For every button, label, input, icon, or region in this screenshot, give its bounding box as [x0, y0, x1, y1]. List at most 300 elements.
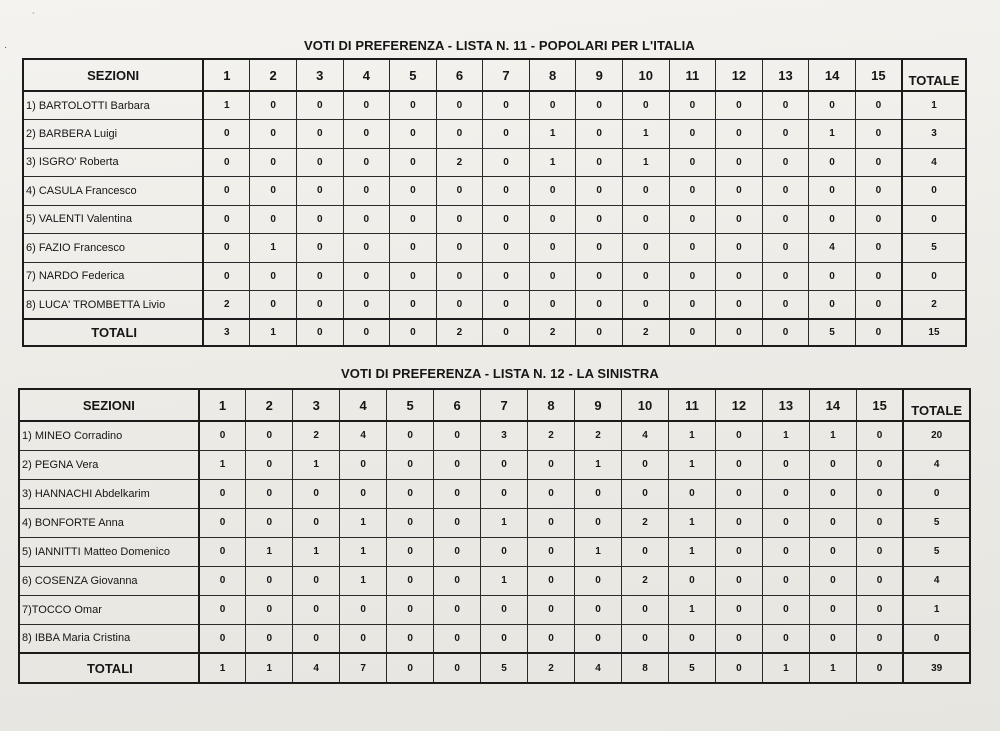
vote-cell: 0 — [528, 479, 575, 508]
header-row — [23, 59, 966, 91]
vote-cell: 0 — [436, 234, 483, 263]
header-section-number: 10 — [622, 59, 669, 91]
vote-cell: 0 — [762, 120, 809, 149]
vote-cell: 0 — [390, 148, 437, 177]
vote-cell: 1 — [246, 537, 293, 566]
vote-cell: 0 — [762, 177, 809, 206]
vote-cell: 0 — [483, 205, 530, 234]
vote-cell: 0 — [809, 566, 856, 595]
vote-cell: 0 — [483, 120, 530, 149]
vote-cell: 0 — [343, 148, 390, 177]
vote-cell: 0 — [762, 291, 809, 320]
vote-cell: 0 — [481, 479, 528, 508]
table-row — [19, 508, 970, 537]
header-section-number: 3 — [293, 389, 340, 421]
vote-cell: 0 — [387, 566, 434, 595]
vote-cell: 0 — [669, 120, 716, 149]
vote-cell: 0 — [762, 234, 809, 263]
vote-cell: 0 — [250, 120, 297, 149]
vote-cell: 0 — [762, 537, 809, 566]
candidate-total: 5 — [902, 234, 966, 263]
header-section-number: 10 — [622, 389, 669, 421]
totals-row — [23, 319, 966, 346]
vote-cell: 0 — [436, 291, 483, 320]
header-sezioni: SEZIONI — [23, 59, 203, 91]
vote-cell: 0 — [809, 624, 856, 653]
section-total: 0 — [390, 319, 437, 346]
vote-cell: 0 — [387, 479, 434, 508]
vote-cell: 0 — [203, 262, 250, 291]
vote-cell: 1 — [481, 508, 528, 537]
vote-cell: 1 — [668, 450, 715, 479]
section-total: 2 — [622, 319, 669, 346]
vote-cell: 1 — [809, 421, 856, 450]
table-title: VOTI DI PREFERENZA - LISTA N. 11 - POPOLARI PER L'ITALIA — [304, 38, 695, 53]
vote-cell: 0 — [529, 234, 576, 263]
vote-cell: 0 — [343, 234, 390, 263]
candidate-total: 5 — [903, 537, 970, 566]
candidate-name: 6) COSENZA Giovanna — [19, 566, 199, 595]
section-total: 2 — [528, 653, 575, 683]
vote-cell: 0 — [856, 450, 903, 479]
vote-cell: 0 — [387, 421, 434, 450]
section-total: 0 — [856, 653, 903, 683]
section-total: 2 — [529, 319, 576, 346]
vote-cell: 0 — [669, 262, 716, 291]
candidate-name: 2) BARBERA Luigi — [23, 120, 203, 149]
vote-cell: 0 — [483, 177, 530, 206]
table-row — [19, 566, 970, 595]
vote-cell: 0 — [434, 421, 481, 450]
table-row — [23, 205, 966, 234]
vote-cell: 0 — [576, 205, 623, 234]
vote-cell: 0 — [622, 291, 669, 320]
vote-cell: 0 — [343, 177, 390, 206]
candidate-total: 4 — [903, 450, 970, 479]
vote-cell: 0 — [856, 566, 903, 595]
vote-cell: 0 — [715, 566, 762, 595]
header-totale: TOTALE — [903, 389, 970, 421]
vote-cell: 0 — [483, 91, 530, 120]
candidate-name: 7)TOCCO Omar — [19, 595, 199, 624]
vote-cell: 0 — [622, 177, 669, 206]
vote-cell: 0 — [855, 205, 902, 234]
vote-cell: 0 — [296, 91, 343, 120]
vote-cell: 0 — [387, 624, 434, 653]
vote-cell: 0 — [716, 234, 763, 263]
vote-cell: 0 — [481, 537, 528, 566]
vote-cell: 0 — [529, 262, 576, 291]
totals-row — [19, 653, 970, 683]
vote-cell: 0 — [762, 595, 809, 624]
vote-cell: 0 — [809, 537, 856, 566]
candidate-name: 1) BARTOLOTTI Barbara — [23, 91, 203, 120]
vote-cell: 0 — [855, 91, 902, 120]
vote-cell: 0 — [199, 624, 246, 653]
candidate-total: 0 — [903, 479, 970, 508]
vote-cell: 0 — [576, 291, 623, 320]
vote-cell: 0 — [622, 262, 669, 291]
candidate-total: 0 — [902, 177, 966, 206]
vote-cell: 0 — [856, 624, 903, 653]
header-totale: TOTALE — [902, 59, 966, 91]
vote-cell: 0 — [293, 595, 340, 624]
header-section-number: 13 — [762, 389, 809, 421]
vote-cell: 0 — [716, 205, 763, 234]
vote-cell: 0 — [576, 177, 623, 206]
vote-cell: 0 — [340, 450, 387, 479]
section-total: 0 — [855, 319, 902, 346]
candidate-total: 0 — [902, 262, 966, 291]
vote-cell: 0 — [343, 291, 390, 320]
vote-cell: 1 — [340, 508, 387, 537]
vote-cell: 0 — [622, 624, 669, 653]
candidate-name: 3) HANNACHI Abdelkarim — [19, 479, 199, 508]
section-total: 5 — [481, 653, 528, 683]
header-section-number: 1 — [199, 389, 246, 421]
vote-cell: 2 — [436, 148, 483, 177]
candidate-name: 3) ISGRO' Roberta — [23, 148, 203, 177]
vote-cell: 0 — [528, 595, 575, 624]
table-row — [19, 421, 970, 450]
vote-cell: 0 — [203, 148, 250, 177]
vote-cell: 1 — [340, 537, 387, 566]
vote-cell: 0 — [715, 595, 762, 624]
vote-cell: 0 — [293, 566, 340, 595]
vote-cell: 0 — [809, 450, 856, 479]
vote-cell: 0 — [576, 148, 623, 177]
vote-cell: 0 — [855, 177, 902, 206]
vote-cell: 0 — [340, 595, 387, 624]
vote-cell: 4 — [340, 421, 387, 450]
header-section-number: 2 — [250, 59, 297, 91]
candidate-total: 0 — [902, 205, 966, 234]
candidate-total: 5 — [903, 508, 970, 537]
vote-cell: 1 — [575, 450, 622, 479]
vote-cell: 0 — [434, 450, 481, 479]
section-total: 1 — [809, 653, 856, 683]
vote-cell: 0 — [529, 177, 576, 206]
totals-label: TOTALI — [19, 653, 199, 683]
vote-cell: 0 — [387, 537, 434, 566]
table-row — [19, 450, 970, 479]
vote-cell: 0 — [483, 262, 530, 291]
vote-cell: 0 — [575, 566, 622, 595]
section-total: 0 — [576, 319, 623, 346]
vote-cell: 0 — [622, 205, 669, 234]
vote-cell: 0 — [715, 479, 762, 508]
vote-cell: 0 — [856, 595, 903, 624]
vote-cell: 1 — [668, 508, 715, 537]
vote-cell: 0 — [250, 91, 297, 120]
section-total: 0 — [483, 319, 530, 346]
vote-cell: 4 — [622, 421, 669, 450]
vote-cell: 1 — [668, 595, 715, 624]
section-total: 0 — [387, 653, 434, 683]
vote-cell: 0 — [622, 595, 669, 624]
header-section-number: 13 — [762, 59, 809, 91]
vote-cell: 0 — [296, 148, 343, 177]
header-row — [19, 389, 970, 421]
vote-cell: 0 — [199, 508, 246, 537]
header-section-number: 7 — [483, 59, 530, 91]
section-total: 1 — [762, 653, 809, 683]
header-section-number: 3 — [296, 59, 343, 91]
vote-cell: 0 — [622, 450, 669, 479]
vote-cell: 0 — [716, 262, 763, 291]
vote-cell: 0 — [809, 91, 856, 120]
header-section-number: 15 — [856, 389, 903, 421]
vote-cell: 0 — [716, 120, 763, 149]
header-section-number: 12 — [716, 59, 763, 91]
header-section-number: 9 — [575, 389, 622, 421]
vote-cell: 0 — [762, 566, 809, 595]
vote-cell: 0 — [436, 91, 483, 120]
vote-cell: 0 — [343, 262, 390, 291]
table-row — [23, 234, 966, 263]
vote-cell: 1 — [203, 91, 250, 120]
header-section-number: 9 — [576, 59, 623, 91]
stray-mark: · — [4, 42, 8, 53]
vote-cell: 0 — [293, 479, 340, 508]
section-total: 0 — [669, 319, 716, 346]
table-title: VOTI DI PREFERENZA - LISTA N. 12 - LA SINISTRA — [341, 366, 659, 381]
vote-cell: 0 — [434, 537, 481, 566]
vote-cell: 0 — [716, 148, 763, 177]
vote-cell: 0 — [762, 262, 809, 291]
vote-cell: 0 — [199, 479, 246, 508]
vote-cell: 0 — [203, 234, 250, 263]
vote-cell: 0 — [343, 91, 390, 120]
vote-cell: 2 — [575, 421, 622, 450]
vote-cell: 0 — [669, 291, 716, 320]
header-section-number: 8 — [528, 389, 575, 421]
vote-cell: 0 — [390, 91, 437, 120]
vote-cell: 0 — [436, 262, 483, 291]
header-section-number: 8 — [529, 59, 576, 91]
table-row — [23, 148, 966, 177]
vote-cell: 0 — [668, 624, 715, 653]
vote-cell: 0 — [246, 450, 293, 479]
vote-cell: 1 — [622, 120, 669, 149]
vote-cell: 0 — [809, 177, 856, 206]
header-section-number: 2 — [246, 389, 293, 421]
vote-cell: 0 — [250, 262, 297, 291]
vote-cell: 0 — [436, 205, 483, 234]
vote-cell: 0 — [296, 177, 343, 206]
vote-cell: 0 — [575, 508, 622, 537]
vote-cell: 2 — [622, 508, 669, 537]
votes-table-lista-12 — [18, 388, 971, 684]
table-row — [23, 262, 966, 291]
candidate-name: 8) IBBA Maria Cristina — [19, 624, 199, 653]
section-total: 0 — [296, 319, 343, 346]
vote-cell: 0 — [246, 595, 293, 624]
table-row — [19, 537, 970, 566]
vote-cell: 0 — [856, 508, 903, 537]
header-section-number: 14 — [809, 389, 856, 421]
header-section-number: 14 — [809, 59, 856, 91]
vote-cell: 0 — [528, 624, 575, 653]
vote-cell: 1 — [668, 421, 715, 450]
vote-cell: 0 — [199, 566, 246, 595]
vote-cell: 0 — [809, 595, 856, 624]
vote-cell: 0 — [293, 508, 340, 537]
vote-cell: 0 — [481, 595, 528, 624]
header-section-number: 1 — [203, 59, 250, 91]
header-section-number: 11 — [669, 59, 716, 91]
table-row — [23, 91, 966, 120]
table-row — [19, 595, 970, 624]
vote-cell: 0 — [575, 479, 622, 508]
vote-cell: 0 — [528, 450, 575, 479]
vote-cell: 0 — [483, 291, 530, 320]
candidate-total: 4 — [903, 566, 970, 595]
header-section-number: 5 — [387, 389, 434, 421]
vote-cell: 0 — [762, 624, 809, 653]
header-section-number: 7 — [481, 389, 528, 421]
vote-cell: 1 — [199, 450, 246, 479]
section-total: 0 — [716, 319, 763, 346]
vote-cell: 0 — [390, 291, 437, 320]
vote-cell: 0 — [199, 421, 246, 450]
vote-cell: 2 — [203, 291, 250, 320]
vote-cell: 0 — [716, 177, 763, 206]
vote-cell: 0 — [390, 234, 437, 263]
vote-cell: 0 — [528, 508, 575, 537]
vote-cell: 0 — [762, 91, 809, 120]
vote-cell: 0 — [250, 291, 297, 320]
grand-total: 39 — [903, 653, 970, 683]
vote-cell: 1 — [293, 450, 340, 479]
section-total: 7 — [340, 653, 387, 683]
vote-cell: 0 — [668, 479, 715, 508]
vote-cell: 0 — [434, 595, 481, 624]
vote-cell: 0 — [622, 537, 669, 566]
candidate-total: 1 — [902, 91, 966, 120]
candidate-name: 5) VALENTI Valentina — [23, 205, 203, 234]
vote-cell: 0 — [715, 421, 762, 450]
vote-cell: 0 — [296, 262, 343, 291]
vote-cell: 1 — [293, 537, 340, 566]
section-total: 2 — [436, 319, 483, 346]
vote-cell: 0 — [715, 508, 762, 537]
vote-cell: 0 — [855, 291, 902, 320]
vote-cell: 0 — [809, 148, 856, 177]
candidate-total: 20 — [903, 421, 970, 450]
header-section-number: 15 — [855, 59, 902, 91]
grand-total: 15 — [902, 319, 966, 346]
vote-cell: 2 — [622, 566, 669, 595]
vote-cell: 0 — [481, 624, 528, 653]
vote-cell: 0 — [762, 450, 809, 479]
vote-cell: 0 — [250, 177, 297, 206]
candidate-name: 2) PEGNA Vera — [19, 450, 199, 479]
vote-cell: 0 — [668, 566, 715, 595]
vote-cell: 0 — [250, 148, 297, 177]
candidate-total: 2 — [902, 291, 966, 320]
vote-cell: 0 — [434, 508, 481, 537]
vote-cell: 0 — [856, 421, 903, 450]
section-total: 8 — [622, 653, 669, 683]
vote-cell: 0 — [715, 624, 762, 653]
vote-cell: 0 — [762, 205, 809, 234]
vote-cell: 0 — [293, 624, 340, 653]
header-section-number: 11 — [668, 389, 715, 421]
vote-cell: 0 — [390, 120, 437, 149]
totals-label: TOTALI — [23, 319, 203, 346]
vote-cell: 0 — [436, 120, 483, 149]
vote-cell: 0 — [436, 177, 483, 206]
vote-cell: 0 — [716, 91, 763, 120]
vote-cell: 0 — [809, 508, 856, 537]
vote-cell: 0 — [246, 566, 293, 595]
vote-cell: 0 — [529, 91, 576, 120]
vote-cell: 0 — [855, 148, 902, 177]
vote-cell: 0 — [340, 624, 387, 653]
vote-cell: 0 — [246, 421, 293, 450]
vote-cell: 0 — [390, 262, 437, 291]
section-total: 0 — [715, 653, 762, 683]
vote-cell: 0 — [529, 291, 576, 320]
vote-cell: 0 — [576, 262, 623, 291]
vote-cell: 0 — [715, 537, 762, 566]
candidate-total: 4 — [902, 148, 966, 177]
vote-cell: 1 — [529, 148, 576, 177]
vote-cell: 0 — [529, 205, 576, 234]
vote-cell: 1 — [481, 566, 528, 595]
vote-cell: 0 — [481, 450, 528, 479]
vote-cell: 0 — [716, 291, 763, 320]
votes-table-lista-11 — [22, 58, 967, 347]
header-section-number: 4 — [340, 389, 387, 421]
table-row — [23, 120, 966, 149]
section-total: 4 — [575, 653, 622, 683]
vote-cell: 0 — [669, 91, 716, 120]
vote-cell: 2 — [528, 421, 575, 450]
vote-cell: 0 — [434, 479, 481, 508]
vote-cell: 0 — [387, 450, 434, 479]
vote-cell: 0 — [809, 205, 856, 234]
vote-cell: 0 — [762, 479, 809, 508]
vote-cell: 0 — [387, 595, 434, 624]
vote-cell: 0 — [856, 479, 903, 508]
table-row — [23, 177, 966, 206]
vote-cell: 0 — [203, 120, 250, 149]
vote-cell: 0 — [199, 595, 246, 624]
vote-cell: 0 — [855, 234, 902, 263]
vote-cell: 0 — [340, 479, 387, 508]
vote-cell: 2 — [293, 421, 340, 450]
vote-cell: 0 — [809, 479, 856, 508]
vote-cell: 0 — [296, 205, 343, 234]
vote-cell: 0 — [855, 262, 902, 291]
vote-cell: 0 — [246, 479, 293, 508]
candidate-total: 0 — [903, 624, 970, 653]
vote-cell: 0 — [203, 177, 250, 206]
table-row — [19, 479, 970, 508]
vote-cell: 1 — [668, 537, 715, 566]
candidate-name: 1) MINEO Corradino — [19, 421, 199, 450]
vote-cell: 0 — [669, 205, 716, 234]
vote-cell: 0 — [762, 508, 809, 537]
vote-cell: 0 — [855, 120, 902, 149]
vote-cell: 0 — [575, 595, 622, 624]
candidate-name: 8) LUCA' TROMBETTA Livio — [23, 291, 203, 320]
vote-cell: 0 — [715, 450, 762, 479]
vote-cell: 0 — [343, 120, 390, 149]
vote-cell: 0 — [343, 205, 390, 234]
